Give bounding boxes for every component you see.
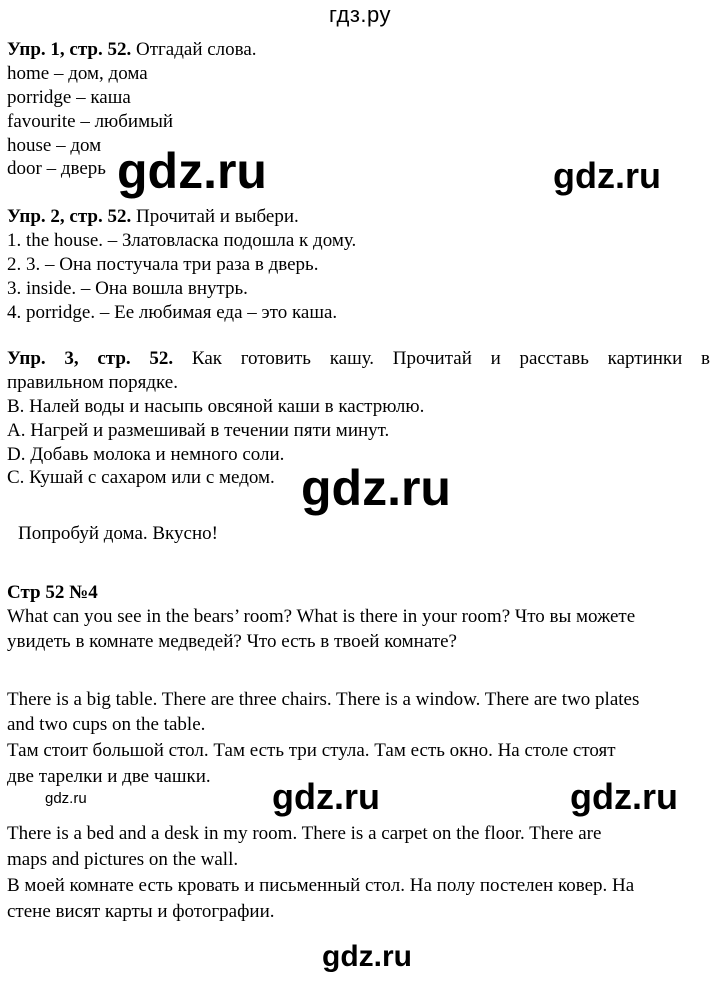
answer-1-english-cont: and two cups on the table. [7,714,206,735]
watermark: gdz.ru [553,155,661,196]
exercise-2-heading [7,205,299,229]
watermark: gdz.ru [117,143,267,199]
exercise-1-line: porridge – каша [7,87,131,108]
watermark: gdz.ru [322,940,412,973]
exercise-2-line: 4. porridge. – Ее любимая еда – это каша. [7,302,338,323]
exercise-3-line: C. Кушай с сахаром или с медом. [7,467,275,488]
answer-1-english: There is a big table. There are three chairs. There is a window. There are two plates [7,689,640,710]
exercise-2-title: Упр. 2, стр. 52. [7,206,132,227]
answer-2-english: There is a bed and a desk in my room. There is a carpet on the floor. There are [7,823,602,844]
exercise-1-instruction: Отгадай слова. [131,39,257,60]
exercise-2-line: 3. inside. – Она вошла внутрь. [7,278,248,299]
exercise-3-heading [7,347,710,371]
exercise-1-line: home – дом, дома [7,63,148,84]
exercise-3-instruction-cont: правильном порядке. [7,372,178,393]
watermark: gdz.ru [45,790,87,807]
exercise-3-line: A. Нагрей и размешивай в течении пяти минут. [7,420,390,441]
watermark: gdz.ru [272,776,380,817]
exercise-3-title: Упр. 3, стр. 52. [7,348,174,369]
exercise-1-line: door – дверь [7,158,106,179]
exercise-3-line: B. Налей воды и насыпь овсяной каши в кастрюлю. [7,396,425,417]
exercise-2-line: 2. 3. – Она постучала три раза в дверь. [7,254,319,275]
exercise-1-heading [7,38,257,62]
exercise-3-line: D. Добавь молока и немного соли. [7,444,285,465]
exercise-2-line: 1. the house. – Златовласка подошла к дому. [7,230,357,251]
exercise-4-question: What can you see in the bears’ room? What is there in your room? Что вы можете [7,606,636,627]
answer-2-russian-cont: стене висят карты и фотографии. [7,901,275,922]
watermark: gdz.ru [301,460,451,516]
exercise-2-instruction: Прочитай и выбери. [131,206,299,227]
exercise-1-line: favourite – любимый [7,111,174,132]
exercise-3-instruction: Как готовить кашу. Прочитай и расставь картинки в [191,348,711,369]
watermark: gdz.ru [570,776,678,817]
answer-2-english-cont: maps and pictures on the wall. [7,849,239,870]
answer-1-russian-cont: две тарелки и две чашки. [7,766,211,787]
exercise-1-line: house – дом [7,135,102,156]
exercise-3-note: Попробуй дома. Вкусно! [18,523,218,544]
answer-2-russian: В моей комнате есть кровать и письменный стол. На полу постелен ковер. На [7,875,635,896]
site-header: гдз.ру [328,2,392,27]
exercise-1-title: Упр. 1, стр. 52. [7,39,132,60]
exercise-4-title: Стр 52 №4 [7,582,98,603]
answer-1-russian: Там стоит большой стол. Там есть три стула. Там есть окно. На столе стоят [7,740,616,761]
exercise-4-question-cont: увидеть в комнате медведей? Что есть в твоей комнате? [7,631,457,652]
